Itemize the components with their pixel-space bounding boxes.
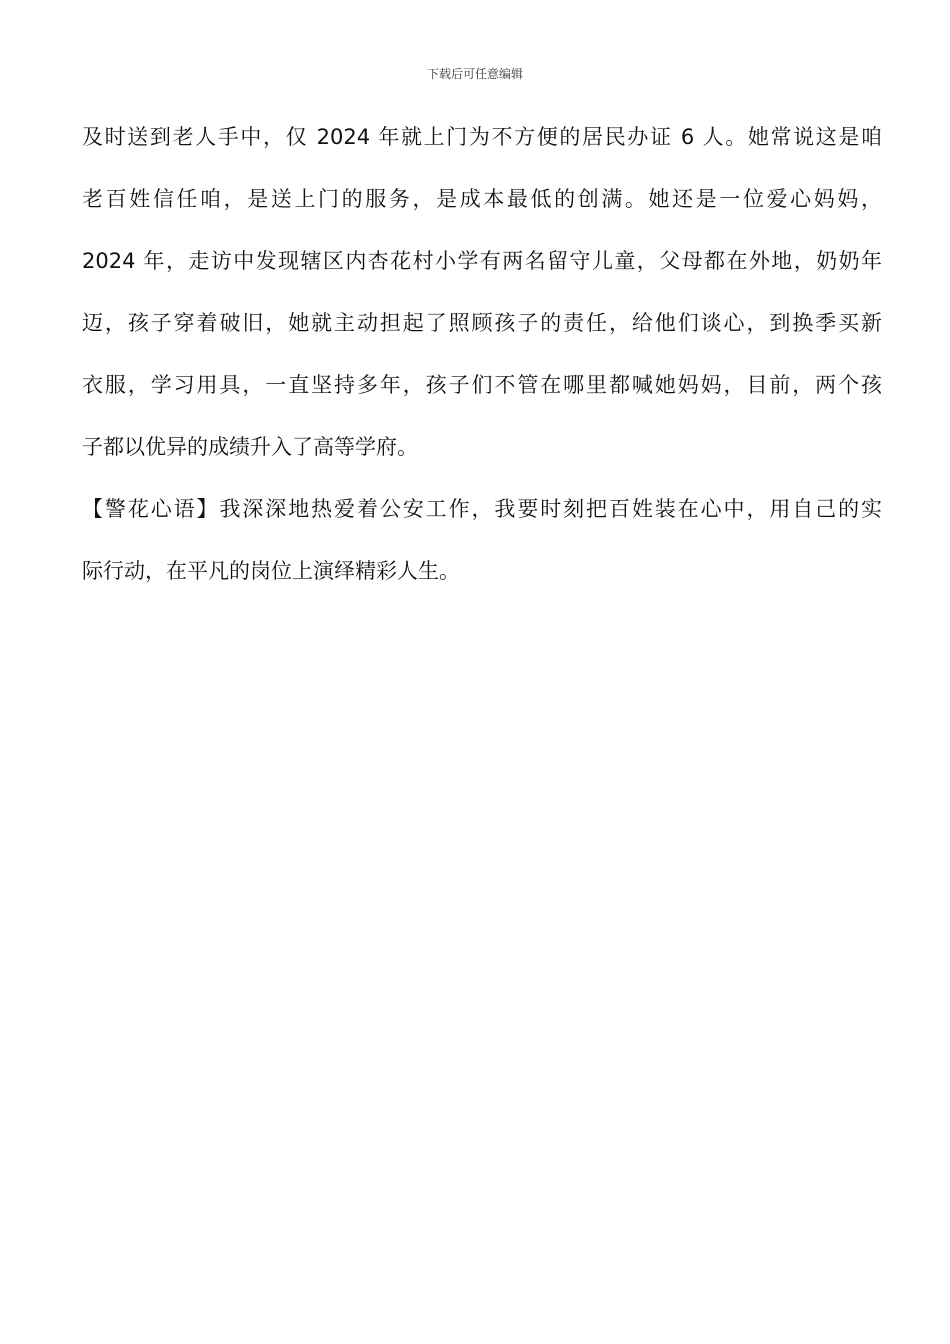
paragraph-line: 衣服，学习用具，一直坚持多年，孩子们不管在哪里都喊她妈妈，目前，两个孩 xyxy=(82,373,882,397)
paragraph-line: 及时送到老人手中，仅 2024 年就上门为不方便的居民办证 6 人。她常说这是咱 xyxy=(82,125,882,149)
body-text xyxy=(82,116,882,612)
paragraph-line: 2024 年，走访中发现辖区内杏花村小学有两名留守儿童，父母都在外地，奶奶年 xyxy=(82,249,882,273)
paragraph-line: 【警花心语】我深深地热爱着公安工作，我要时刻把百姓装在心中，用自己的实 xyxy=(82,497,882,521)
page-header: 下载后可任意编辑 xyxy=(426,67,523,81)
paragraph-line: 老百姓信任咱，是送上门的服务，是成本最低的创满。她还是一位爱心妈妈， xyxy=(82,187,882,211)
paragraph-line: 际行动，在平凡的岗位上演绎精彩人生。 xyxy=(82,559,460,583)
paragraph-line: 迈，孩子穿着破旧，她就主动担起了照顾孩子的责任，给他们谈心，到换季买新 xyxy=(82,311,882,335)
paragraph-line: 子都以优异的成绩升入了高等学府。 xyxy=(82,435,418,459)
